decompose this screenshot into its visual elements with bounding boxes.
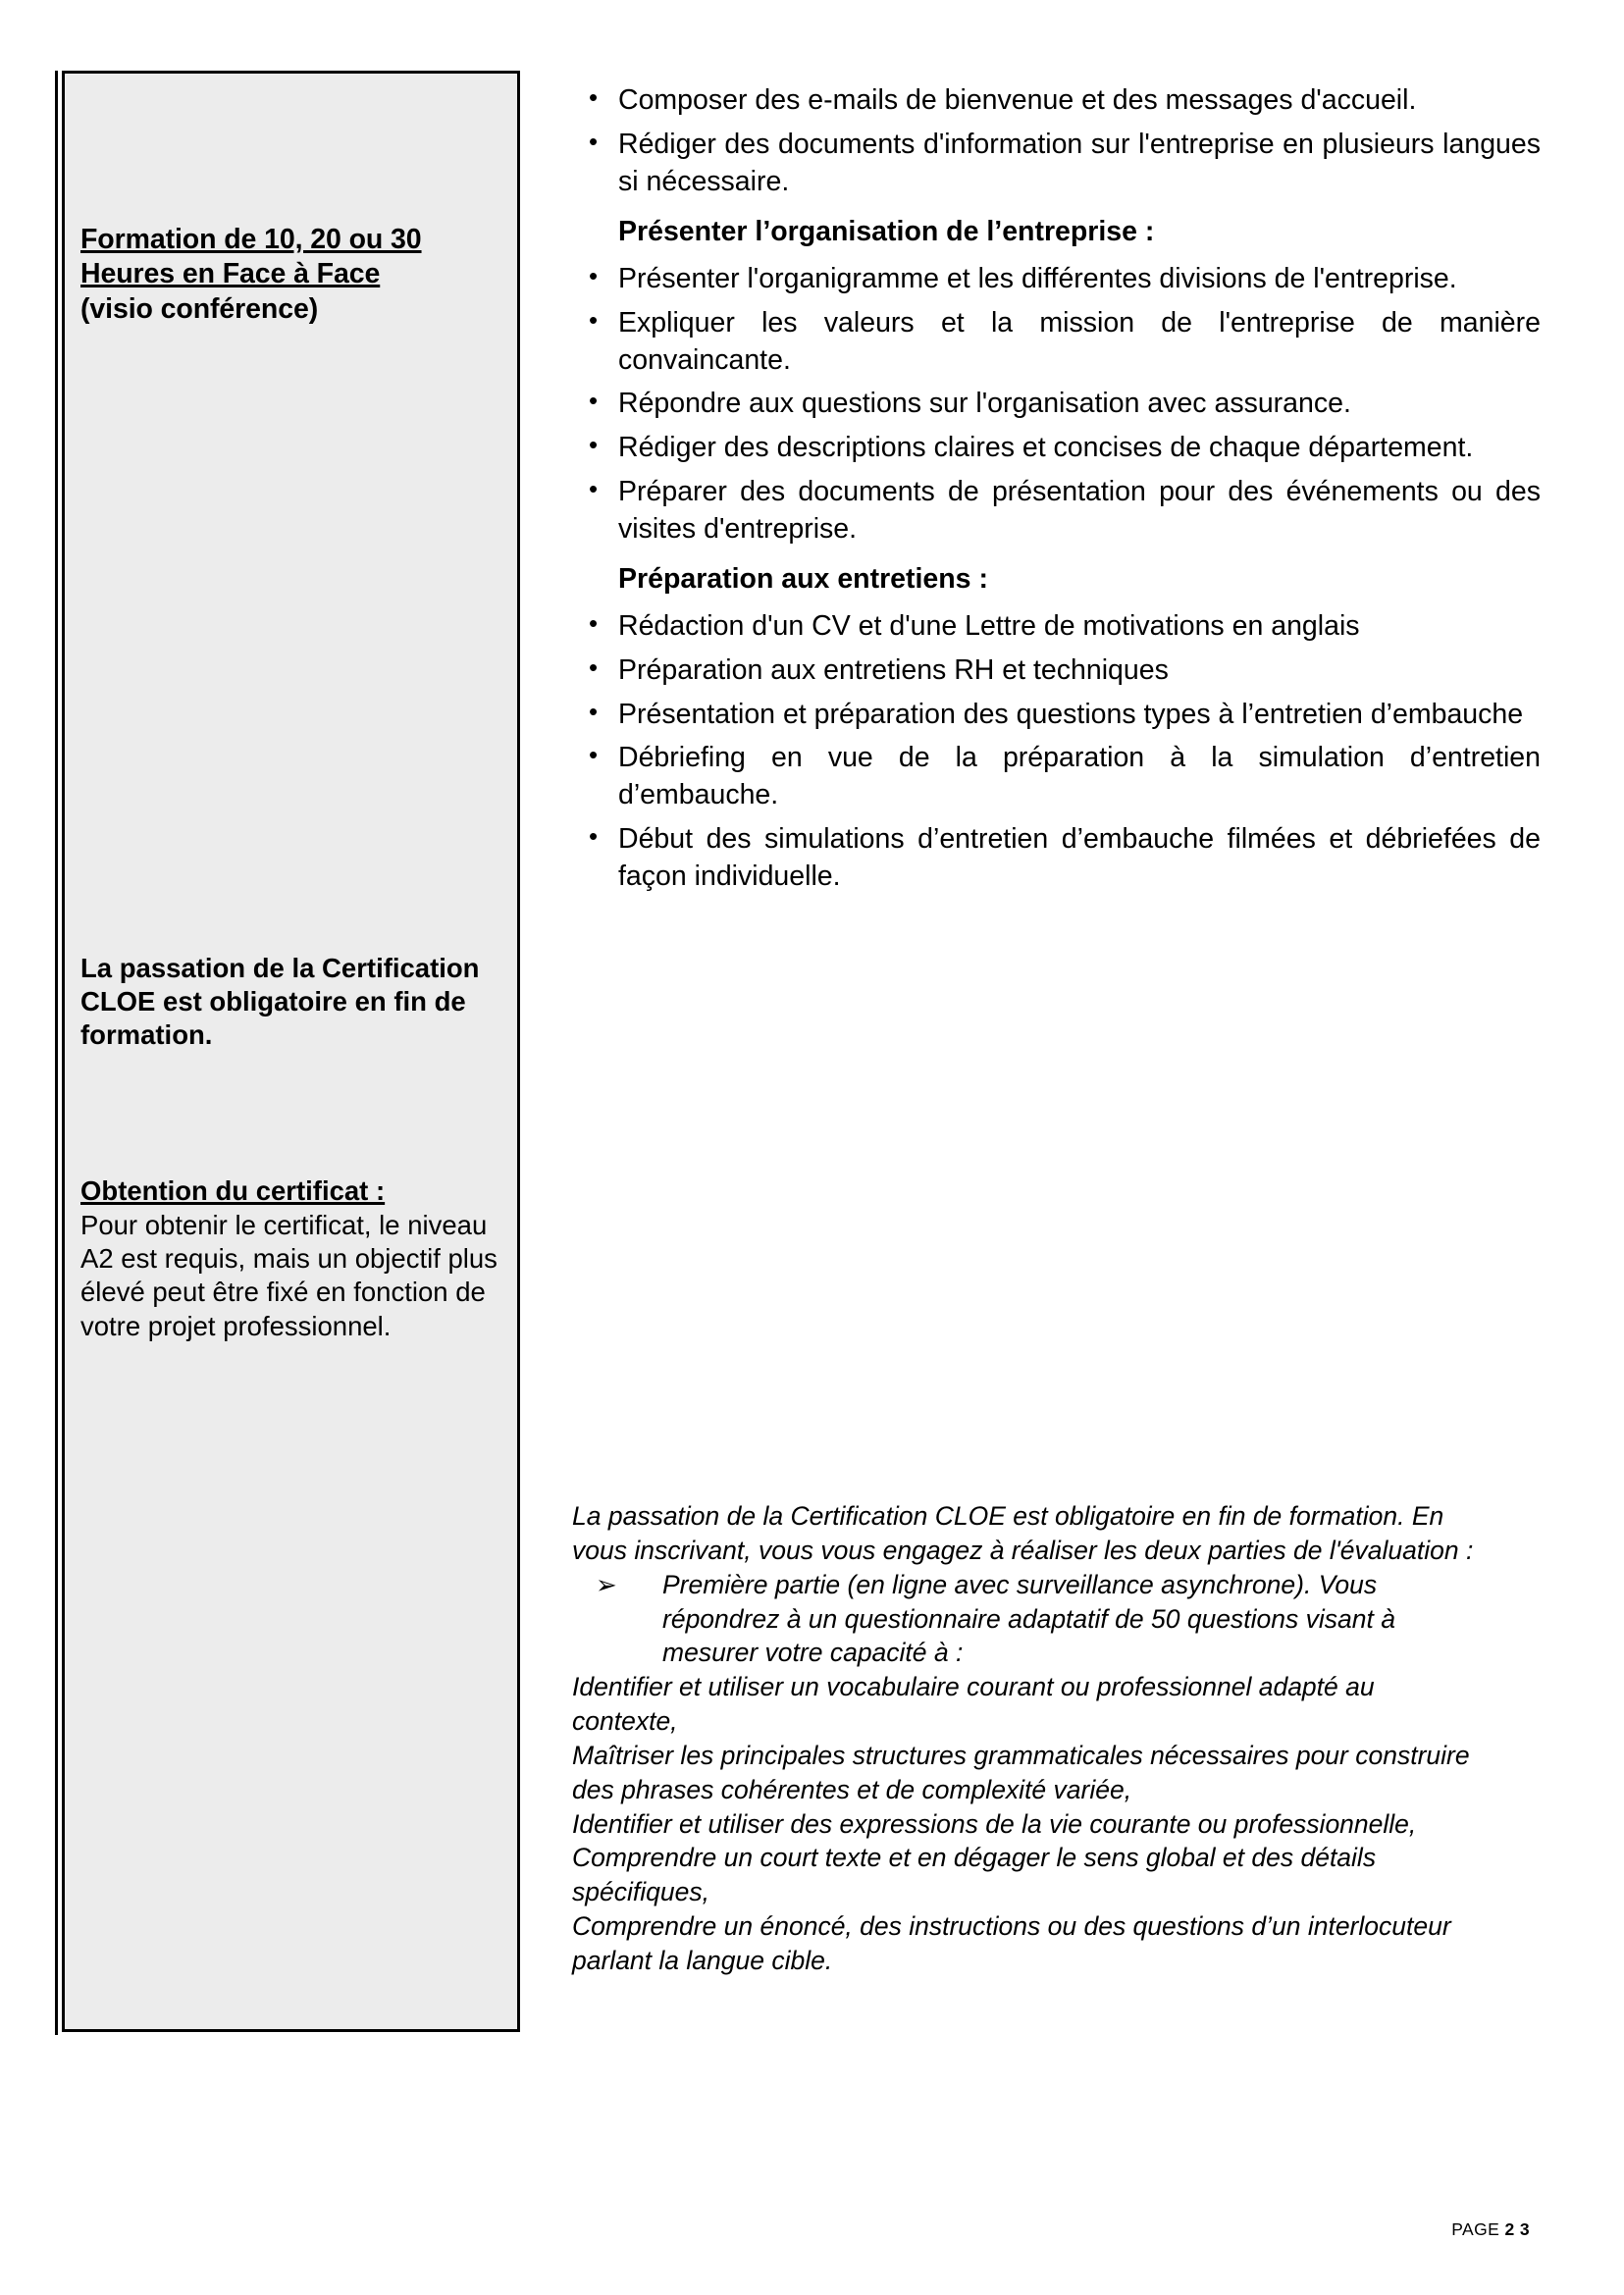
objective-list-item: • Rédiger des documents d'information sur l'entreprise en plusieurs langues si nécessaire.: [567, 127, 1541, 201]
arrow-bullet-icon: ➢: [596, 1569, 617, 1599]
objective-list-item: • Préparation aux entretiens RH et techniques: [567, 652, 1541, 690]
sidebar-title-line-2: Heures en Face à Face: [80, 258, 381, 290]
footer-page-word: PAGE: [1451, 2219, 1500, 2239]
notice-capacity-line: Identifier et utiliser un vocabulaire courant ou professionnel adapté au contexte,: [572, 1672, 1375, 1737]
objective-list-item: • Rédaction d'un CV et d'une Lettre de motivations en anglais: [567, 608, 1541, 646]
objectives-list: [567, 82, 1541, 895]
objective-list-item: • Présenter l'organigramme et les différentes divisions de l'entreprise.: [567, 261, 1541, 298]
certification-notice-block: [572, 1499, 1485, 1978]
objective-list-item: • Début des simulations d’entretien d’embauche filmées et débriefées de façon individuelle.: [567, 821, 1541, 896]
notice-intro: La passation de la Certification CLOE est obligatoire en fin de formation. En vous inscrivant, vous vous engagez à réaliser les deux parties de l'évaluation :: [572, 1501, 1474, 1565]
objective-list-item: • Préparer des documents de présentation pour des événements ou des visites d'entreprise.: [567, 474, 1541, 548]
notice-capacities: [572, 1670, 1485, 1978]
objectives-subheading: Présenter l’organisation de l’entreprise :: [618, 216, 1155, 248]
sidebar-certification-note: La passation de la Certification CLOE est obligatoire en fin de formation.: [80, 953, 480, 1051]
sidebar-content: [65, 74, 517, 2029]
sidebar-outer-border-rule: [55, 71, 58, 2035]
main-content-column: [567, 82, 1541, 895]
notice-capacity-line: Comprendre un court texte et en dégager le sens global et des détails spécifiques,: [572, 1843, 1377, 1907]
notice-capacity-line: Comprendre un énoncé, des instructions ou des questions d’un interlocuteur parlant la langue cible.: [572, 1911, 1451, 1975]
notice-arrow-item-text: Première partie (en ligne avec surveillance asynchrone). Vous répondrez à un questionnaire adaptatif de 50 questions visant à mesurer votre capacité à :: [662, 1569, 1395, 1668]
objective-list-item: • Répondre aux questions sur l'organisation avec assurance.: [567, 386, 1541, 423]
sidebar-cell: [62, 71, 520, 2032]
objective-list-item: • Rédiger des descriptions claires et concises de chaque département.: [567, 430, 1541, 467]
notice-capacity-line: Identifier et utiliser des expressions de la vie courante ou professionnelle,: [572, 1808, 1417, 1839]
notice-arrow-item: [572, 1568, 1485, 1671]
sidebar-title-line-1: Formation de 10, 20 ou 30: [80, 224, 422, 255]
sidebar-certificate-heading-text: Obtention du certificat :: [80, 1175, 386, 1206]
objective-list-item: • Expliquer les valeurs et la mission de l'entreprise de manière convaincante.: [567, 305, 1541, 380]
objective-list-item: • Composer des e-mails de bienvenue et des messages d'accueil.: [567, 82, 1541, 120]
sidebar-certificate-body: Pour obtenir le certificat, le niveau A2 est requis, mais un objectif plus élevé peut être fixé en fonction de votre projet professionnel.: [80, 1210, 498, 1341]
page-footer: [1451, 2219, 1530, 2240]
footer-page-number: 2 3: [1504, 2219, 1530, 2239]
objective-list-item: • Débriefing en vue de la préparation à la simulation d’entretien d’embauche.: [567, 740, 1541, 814]
objective-list-item: • Présentation et préparation des questions types à l’entretien d’embauche: [567, 697, 1541, 734]
objectives-subheading: Préparation aux entretiens :: [618, 563, 988, 596]
notice-capacity-line: Maîtriser les principales structures grammaticales nécessaires pour construire des phrases cohérentes et de complexité variée,: [572, 1740, 1470, 1804]
sidebar-title: [80, 223, 502, 327]
sidebar-title-line-3: (visio conférence): [80, 292, 319, 325]
sidebar-certificate-heading: [80, 1174, 493, 1208]
